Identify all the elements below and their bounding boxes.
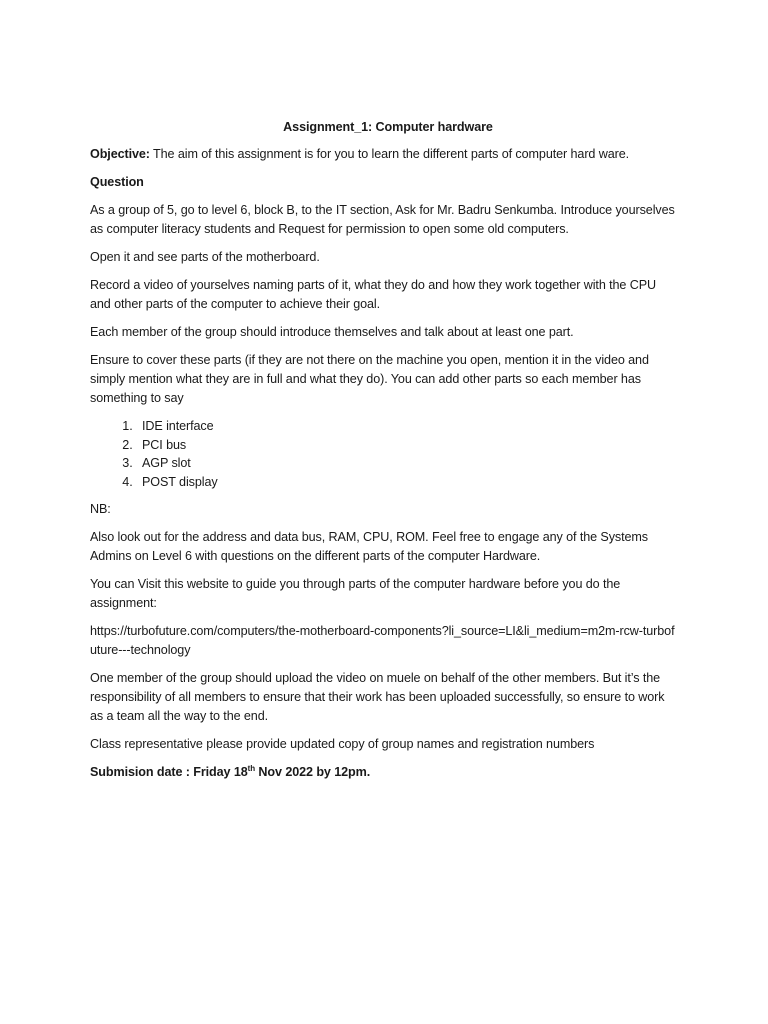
list-item: 2. PCI bus (136, 436, 680, 455)
list-item: 3. AGP slot (136, 454, 680, 473)
submission-suffix: Nov 2022 by 12pm. (255, 765, 371, 780)
question-heading: Question (90, 175, 144, 189)
objective-label: Objective: (90, 147, 150, 161)
each-member-paragraph: Each member of the group should introduce themselves and talk about at least one part. (90, 325, 574, 339)
submission-date (90, 763, 680, 782)
ensure-paragraph: Ensure to cover these parts (if they are not there on the machine you open, mention it in the video and simply mention what they are in full and what they do). You can add other parts so each member has something to say (90, 353, 649, 405)
website-url: https://turbofuture.com/computers/the-motherboard-components?li_source=LI&li_medium=m2m-rcw-turbofuture---technology (90, 624, 675, 658)
nb-label: NB: (90, 502, 111, 517)
record-paragraph: Record a video of yourselves naming parts of it, what they do and how they work together with the CPU and other parts of the computer to achieve their goal. (90, 278, 657, 311)
list-item: 4. POST display (136, 473, 680, 492)
open-paragraph: Open it and see parts of the motherboard. (90, 250, 320, 264)
list-item: 1. IDE interface (136, 417, 680, 436)
submission-prefix: Submision date : Friday 18 (90, 765, 248, 780)
document-page (90, 118, 680, 791)
objective-text: The aim of this assignment is for you to learn the different parts of computer hard ware. (149, 147, 630, 161)
group-instructions-paragraph: As a group of 5, go to level 6, block B, to the IT section, Ask for Mr. Badru Senkumba. Introduce yourselves as computer literacy students and Request for permission to open some old computers. (90, 203, 675, 236)
objective-paragraph (90, 145, 680, 164)
also-paragraph: Also look out for the address and data bus, RAM, CPU, ROM. Feel free to engage any of the Systems Admins on Level 6 with questions on the different parts of the computer Hardware. (90, 530, 649, 564)
parts-list (90, 417, 680, 491)
class-rep-paragraph: Class representative please provide updated copy of group names and registration numbers (90, 737, 595, 752)
page-title: Assignment_1: Computer hardware (283, 120, 493, 134)
submission-ordinal: th (247, 764, 256, 774)
upload-paragraph: One member of the group should upload the video on muele on behalf of the other members. But it’s the responsibility of all members to ensure that their work has been uploaded successfully, so ensure to work as a team all the way to the end. (90, 671, 665, 724)
visit-paragraph: You can Visit this website to guide you through parts of the computer hardware before you do the assignment: (90, 577, 621, 611)
